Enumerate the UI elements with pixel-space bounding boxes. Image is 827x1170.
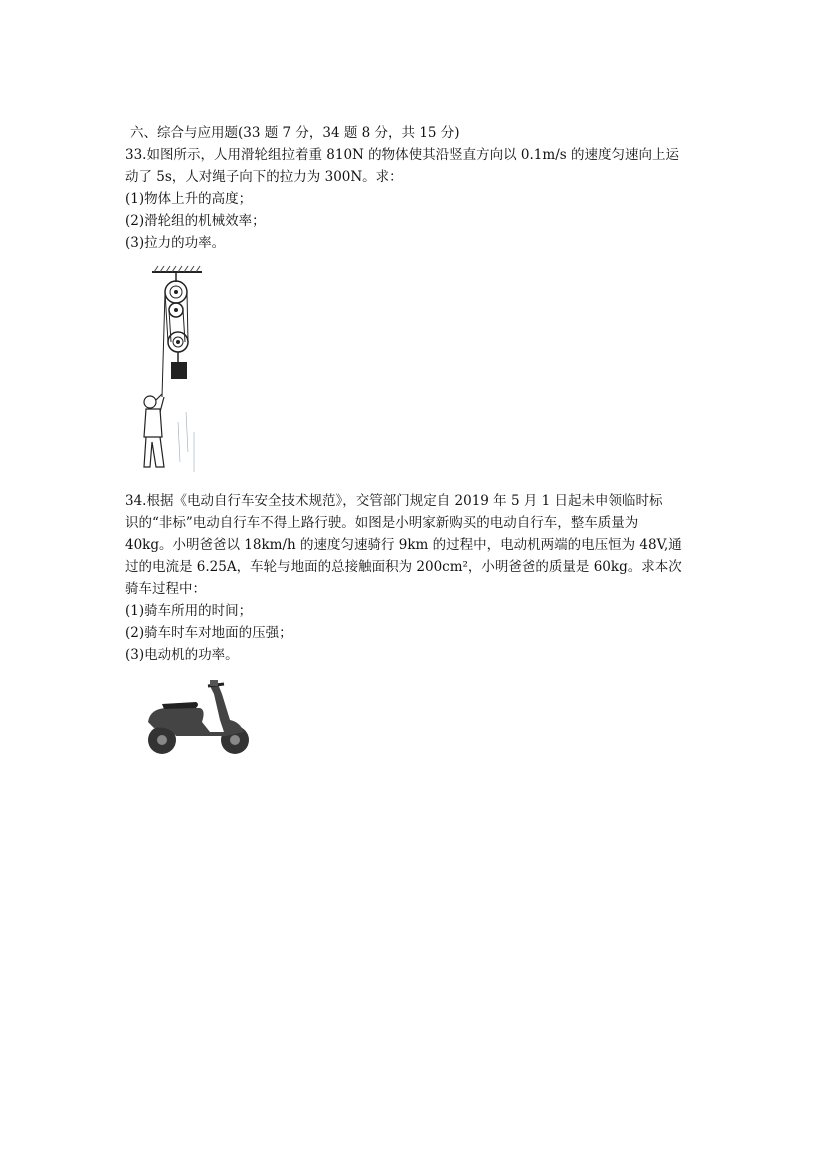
question-34-part-1: (1)骑车所用的时间； (125, 603, 253, 619)
question-34-line-2: 识的“非标”电动自行车不得上路行驶。如图是小明家新购买的电动自行车，整车质量为 (125, 515, 639, 531)
question-34-part-2: (2)骑车时车对地面的压强； (125, 625, 293, 641)
pulley-system-illustration-icon (138, 262, 218, 482)
question-33-part-2: (2)滑轮组的机械效率； (125, 213, 266, 229)
question-33-line-1: 33.如图所示，人用滑轮组拉着重 810N 的物体使其沿竖直方向以 0.1m/s 的速度匀速向上运 (125, 147, 679, 163)
question-34-line-3: 40kg。小明爸爸以 18km/h 的速度匀速骑行 9km 的过程中，电动机两端的电压恒为 48V,通 (125, 537, 682, 553)
section-title: 六、综合与应用题(33 题 7 分，34 题 8 分，共 15 分) (130, 125, 460, 141)
question-34-line-4: 过的电流是 6.25A，车轮与地面的总接触面积为 200cm²，小明爸爸的质量是 60kg。求本次 (125, 559, 682, 575)
question-34-line-1: 34.根据《电动自行车安全技术规范》，交管部门规定自 2019 年 5 月 1 日起未申领临时标 (125, 493, 663, 509)
question-33-line-2: 动了 5s，人对绳子向下的拉力为 300N。求： (125, 169, 403, 185)
question-33-part-3: (3)拉力的功率。 (125, 235, 226, 251)
question-33-part-1: (1)物体上升的高度； (125, 191, 253, 207)
question-34-line-5: 骑车过程中： (125, 581, 206, 597)
electric-scooter-illustration-icon (140, 680, 255, 760)
question-34-part-3: (3)电动机的功率。 (125, 647, 239, 663)
